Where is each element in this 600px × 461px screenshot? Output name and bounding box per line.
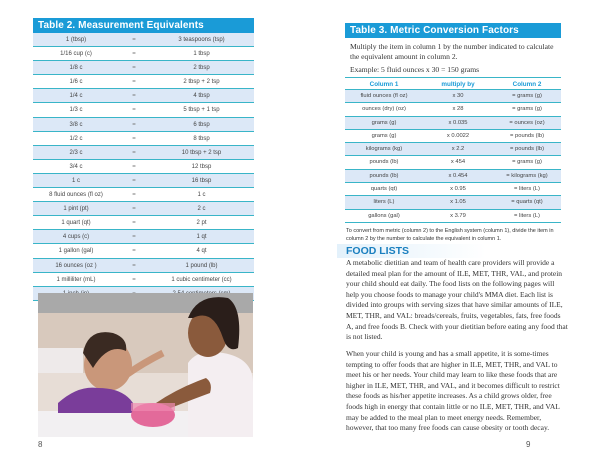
equals-sign: = bbox=[132, 107, 136, 114]
equals-sign: = bbox=[132, 276, 136, 283]
measure-from: 1 gallon (gal) bbox=[58, 248, 94, 255]
column1-unit: pounds (lb) bbox=[369, 159, 399, 166]
measure-from: 1/16 cup (c) bbox=[60, 51, 92, 58]
equals-sign: = bbox=[132, 248, 136, 255]
equals-sign: = bbox=[132, 206, 136, 213]
equals-sign: = bbox=[132, 65, 136, 72]
multiplier: x 3.79 bbox=[450, 212, 466, 219]
table-row bbox=[33, 89, 254, 103]
food-lists-paragraph: A metabolic dietitian and team of health care providers will provide a detailed meal plan for the amount of ILE, MET, THR, VAL, and protein your child should eat daily. The food lists on the following pages will help you choose foods to manage your child's MMA diet. Each list is divided into groups with serving sizes that have similar amounts of ILE, MET, THR, and VAL: breads/cereals, fruits, vegetables, fats, free foods A, and free foods B. Check with your dietitian before eating any food that is not listed. bbox=[346, 258, 568, 342]
measure-from: 16 ounces (oz ) bbox=[55, 262, 97, 269]
measure-to: 2 tbsp + 2 tsp bbox=[183, 79, 220, 86]
food-lists-heading: FOOD LISTS bbox=[337, 244, 486, 258]
table3-body bbox=[345, 90, 561, 223]
measure-to: 12 tbsp bbox=[191, 163, 212, 170]
table-row bbox=[33, 132, 254, 146]
equals-sign: = bbox=[132, 163, 136, 170]
food-lists-paragraph: When your child is young and has a small appetite, it is some-times tempting to offer foods that are higher in ILE, MET, THR, and VAL to meet his or her needs. Your child may learn to like these foods that are higher in ILE, MET, THR, and VAL, and it becomes difficult to restrict these foods as his/her appetite increases. As a child grows older, free foods high in energy that contain little or no ILE, MET, THR, and VAL may be added to the meal plan to meet energy needs. Remember, however, that too many free foods can cause obesity or tooth decay. bbox=[346, 349, 560, 433]
multiplier: x 1.05 bbox=[450, 199, 466, 206]
column2-unit: = grams (g) bbox=[512, 106, 542, 113]
table3-example: Example: 5 fluid ounces x 30 = 150 grams bbox=[350, 65, 480, 74]
table-row bbox=[33, 146, 254, 160]
column-header: Column 1 bbox=[369, 81, 399, 88]
column1-unit: grams (g) bbox=[371, 132, 397, 139]
table-row bbox=[33, 33, 254, 47]
measurement-equivalents-table bbox=[33, 18, 254, 301]
table3-header-row bbox=[345, 77, 561, 90]
column1-unit: pounds (lb) bbox=[369, 172, 399, 179]
measure-from: 4 cups (c) bbox=[62, 234, 90, 241]
equals-sign: = bbox=[132, 93, 136, 100]
measure-to: 10 tbsp + 2 tsp bbox=[181, 149, 222, 156]
table-row bbox=[33, 118, 254, 132]
column1-unit: ounces (dry) (oz) bbox=[362, 106, 406, 113]
equals-sign: = bbox=[132, 220, 136, 227]
measure-to: 2 tbsp bbox=[193, 65, 210, 72]
multiplier: x 0.0022 bbox=[446, 132, 470, 139]
measure-from: 1 c bbox=[71, 177, 80, 184]
table-row bbox=[33, 188, 254, 202]
equals-sign: = bbox=[132, 262, 136, 269]
column2-unit: = liters (L) bbox=[514, 186, 540, 193]
equals-sign: = bbox=[132, 135, 136, 142]
measure-from: 1/6 c bbox=[69, 79, 83, 86]
table-row bbox=[345, 90, 561, 103]
measure-to: 1 qt bbox=[196, 234, 207, 241]
table-row bbox=[33, 202, 254, 216]
table-row bbox=[33, 75, 254, 89]
column-header: Column 2 bbox=[512, 81, 542, 88]
measure-to: 6 tbsp bbox=[193, 121, 210, 128]
measure-from: 1/3 c bbox=[69, 107, 83, 114]
measure-from: 1 pint (pt) bbox=[63, 206, 89, 213]
column2-unit: = quarts (qt) bbox=[511, 199, 543, 206]
table-row bbox=[345, 196, 561, 209]
photo-illustration bbox=[38, 293, 253, 437]
measure-from: 1 quart (qt) bbox=[61, 220, 91, 227]
measure-from: 1/8 c bbox=[69, 65, 83, 72]
table-row bbox=[345, 170, 561, 183]
column1-unit: quarts (qt) bbox=[370, 186, 398, 193]
column2-unit: = pounds (lb) bbox=[510, 132, 544, 139]
measure-to: 16 tbsp bbox=[191, 177, 212, 184]
measure-from: 1/4 c bbox=[69, 93, 83, 100]
table3-intro: Multiply the item in column 1 by the number indicated to calculate the equivalent amount in column 2. bbox=[350, 42, 554, 61]
measure-to: 5 tbsp + 1 tsp bbox=[183, 107, 220, 114]
column2-unit: = grams (g) bbox=[512, 93, 542, 99]
column2-unit: = ounces (oz) bbox=[509, 119, 545, 126]
measure-from: 2/3 c bbox=[69, 149, 83, 156]
measure-to: 2 pt bbox=[196, 220, 207, 227]
table-row bbox=[33, 160, 254, 174]
measure-from: 8 fluid ounces (fl oz) bbox=[49, 192, 103, 199]
multiplier: x 0.454 bbox=[448, 172, 468, 179]
multiplier: x 28 bbox=[452, 106, 464, 113]
column1-unit: fluid ounces (fl oz) bbox=[360, 93, 408, 99]
measure-to: 1 c bbox=[197, 192, 206, 199]
measure-from: 3/8 c bbox=[69, 121, 83, 128]
column1-unit: grams (g) bbox=[371, 119, 397, 126]
equals-sign: = bbox=[132, 37, 136, 43]
multiplier: x 454 bbox=[450, 159, 466, 166]
equals-sign: = bbox=[132, 121, 136, 128]
measure-from: 1 milliliter (mL) bbox=[56, 276, 96, 283]
table-row bbox=[33, 103, 254, 117]
table-row bbox=[33, 216, 254, 230]
equals-sign: = bbox=[132, 234, 136, 241]
column2-unit: = liters (L) bbox=[514, 212, 540, 219]
page-number-right: 9 bbox=[526, 440, 531, 449]
column2-unit: = kilograms (kg) bbox=[506, 172, 548, 179]
multiplier: x 2.2 bbox=[451, 146, 465, 153]
metric-conversion-table bbox=[345, 23, 561, 223]
table2-title: Table 2. Measurement Equivalents bbox=[33, 18, 254, 33]
multiplier: x 30 bbox=[452, 93, 464, 99]
measure-to: 3 teaspoons (tsp) bbox=[178, 37, 225, 43]
equals-sign: = bbox=[132, 177, 136, 184]
table-row bbox=[33, 259, 254, 273]
table3-title: Table 3. Metric Conversion Factors bbox=[345, 23, 561, 38]
table-row bbox=[345, 210, 561, 223]
column2-unit: = pounds (lb) bbox=[510, 146, 544, 153]
table2-body bbox=[33, 33, 254, 301]
equals-sign: = bbox=[132, 51, 136, 58]
mother-feeding-baby-photo bbox=[38, 293, 253, 437]
page-number-left: 8 bbox=[38, 440, 43, 449]
table-row bbox=[33, 273, 254, 287]
measure-from: 1/2 c bbox=[69, 135, 83, 142]
measure-to: 1 tbsp bbox=[193, 51, 210, 58]
table-row bbox=[33, 230, 254, 244]
table-row bbox=[345, 143, 561, 156]
column2-unit: = grams (g) bbox=[512, 159, 542, 166]
table-row bbox=[345, 156, 561, 169]
table-row bbox=[33, 61, 254, 75]
measure-to: 8 tbsp bbox=[193, 135, 210, 142]
equals-sign: = bbox=[132, 192, 136, 199]
measure-to: 4 qt bbox=[196, 248, 207, 255]
table-row bbox=[33, 244, 254, 258]
equals-sign: = bbox=[132, 149, 136, 156]
column1-unit: gallons (gal) bbox=[368, 212, 400, 219]
table-row bbox=[345, 130, 561, 143]
column1-unit: liters (L) bbox=[373, 199, 395, 206]
multiplier: x 0.95 bbox=[450, 186, 466, 193]
measure-to: 2 c bbox=[197, 206, 206, 213]
measure-to: 1 pound (lb) bbox=[185, 262, 218, 269]
column1-unit: kilograms (kg) bbox=[365, 146, 403, 153]
table-row bbox=[33, 174, 254, 188]
multiplier: x 0.035 bbox=[448, 119, 468, 126]
measure-from: 1 (tbsp) bbox=[65, 37, 87, 43]
table-row bbox=[345, 183, 561, 196]
measure-to: 4 tbsp bbox=[193, 93, 210, 100]
table-row bbox=[33, 47, 254, 61]
table3-note: To convert from metric (column 2) to the English system (column 1), divide the item in column 2 by the number to calculate the equivalent in column 1. bbox=[346, 228, 554, 242]
column-header: multiply by bbox=[441, 81, 475, 88]
table-row bbox=[345, 103, 561, 116]
measure-to: 1 cubic centimeter (cc) bbox=[171, 276, 232, 283]
equals-sign: = bbox=[132, 79, 136, 86]
measure-from: 3/4 c bbox=[69, 163, 83, 170]
table-row bbox=[345, 117, 561, 130]
